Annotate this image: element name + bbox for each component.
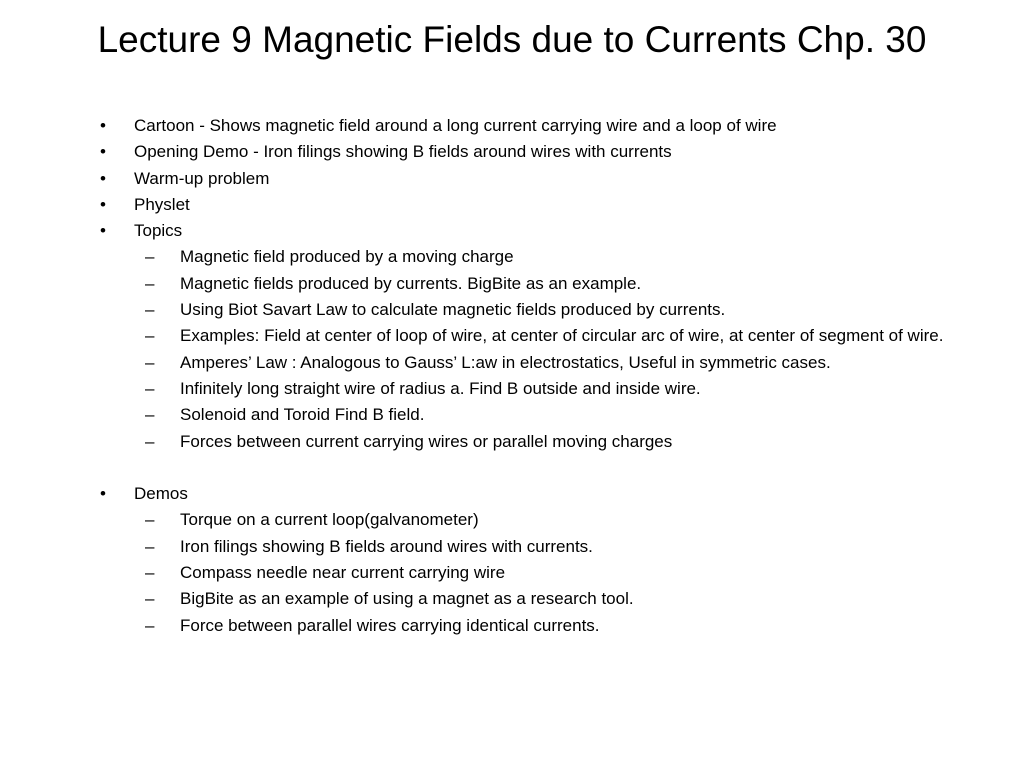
dash-marker: – [145, 273, 155, 293]
bullet-text: Topics [134, 221, 183, 241]
bullet-marker: • [100, 116, 106, 135]
bullet-text: Iron filings showing B fields around wires with currents. [180, 536, 593, 556]
bullet-text: Amperes’ Law : Analogous to Gauss’ L:aw in electrostatics, Useful in symmetric cases. [180, 352, 831, 372]
bullet-text: Cartoon - Shows magnetic field around a long current carrying wire and a loop of wire [134, 116, 777, 135]
sub-bullet-item [0, 404, 1024, 425]
bullet-text: Warm-up problem [134, 168, 270, 188]
bullet-item [0, 141, 1024, 162]
bullet-item [0, 483, 1024, 504]
bullet-item [0, 194, 1024, 215]
sub-bullet-item [0, 536, 1024, 557]
bullet-text: Opening Demo - Iron filings showing B fields around wires with currents [134, 142, 672, 162]
bullet-text: Compass needle near current carrying wire [180, 563, 506, 583]
bullet-list [0, 115, 1024, 641]
dash-marker: – [145, 615, 155, 635]
dash-marker: – [145, 510, 155, 530]
sub-bullet-item [0, 509, 1024, 530]
sub-bullet-item [0, 246, 1024, 267]
sub-bullet-item [0, 299, 1024, 320]
sub-bullet-item [0, 378, 1024, 399]
dash-marker: – [145, 536, 155, 556]
dash-marker: – [145, 405, 155, 425]
sub-bullet-item [0, 352, 1024, 373]
slide-title: Lecture 9 Magnetic Fields due to Currents Chp. 30 [97, 19, 927, 60]
bullet-text: Force between parallel wires carrying identical currents. [180, 615, 600, 635]
dash-marker: – [145, 352, 155, 372]
bullet-text: Forces between current carrying wires or parallel moving charges [180, 431, 673, 451]
sub-bullet-item [0, 325, 1024, 346]
dash-marker: – [145, 378, 155, 398]
bullet-text: Solenoid and Toroid Find B field. [180, 405, 425, 425]
bullet-item [0, 115, 1024, 136]
dash-marker: – [145, 247, 155, 267]
list-spacer [0, 457, 1024, 478]
dash-marker: – [145, 563, 155, 583]
bullet-marker: • [100, 168, 106, 188]
bullet-text: Torque on a current loop(galvanometer) [180, 510, 479, 530]
bullet-item [0, 220, 1024, 241]
bullet-text: Physlet [134, 194, 190, 214]
bullet-text: BigBite as an example of using a magnet as a research tool. [180, 589, 634, 609]
dash-marker: – [145, 589, 155, 609]
dash-marker: – [145, 326, 155, 346]
bullet-marker: • [100, 194, 106, 214]
sub-bullet-item [0, 431, 1024, 452]
bullet-item [0, 168, 1024, 189]
bullet-text: Examples: Field at center of loop of wire, at center of circular arc of wire, at center of segment of wire. [180, 326, 944, 346]
bullet-text: Demos [134, 484, 188, 504]
bullet-text: Infinitely long straight wire of radius a. Find B outside and inside wire. [180, 378, 701, 398]
dash-marker: – [145, 431, 155, 451]
bullet-text: Using Biot Savart Law to calculate magnetic fields produced by currents. [180, 300, 726, 320]
bullet-marker: • [100, 221, 106, 241]
bullet-marker: • [100, 142, 106, 162]
bullet-text: Magnetic field produced by a moving charge [180, 247, 514, 267]
sub-bullet-item [0, 273, 1024, 294]
bullet-text: Magnetic fields produced by currents. BigBite as an example. [180, 273, 642, 293]
sub-bullet-item [0, 615, 1024, 636]
bullet-marker: • [100, 484, 106, 504]
sub-bullet-item [0, 562, 1024, 583]
sub-bullet-item [0, 588, 1024, 609]
dash-marker: – [145, 300, 155, 320]
